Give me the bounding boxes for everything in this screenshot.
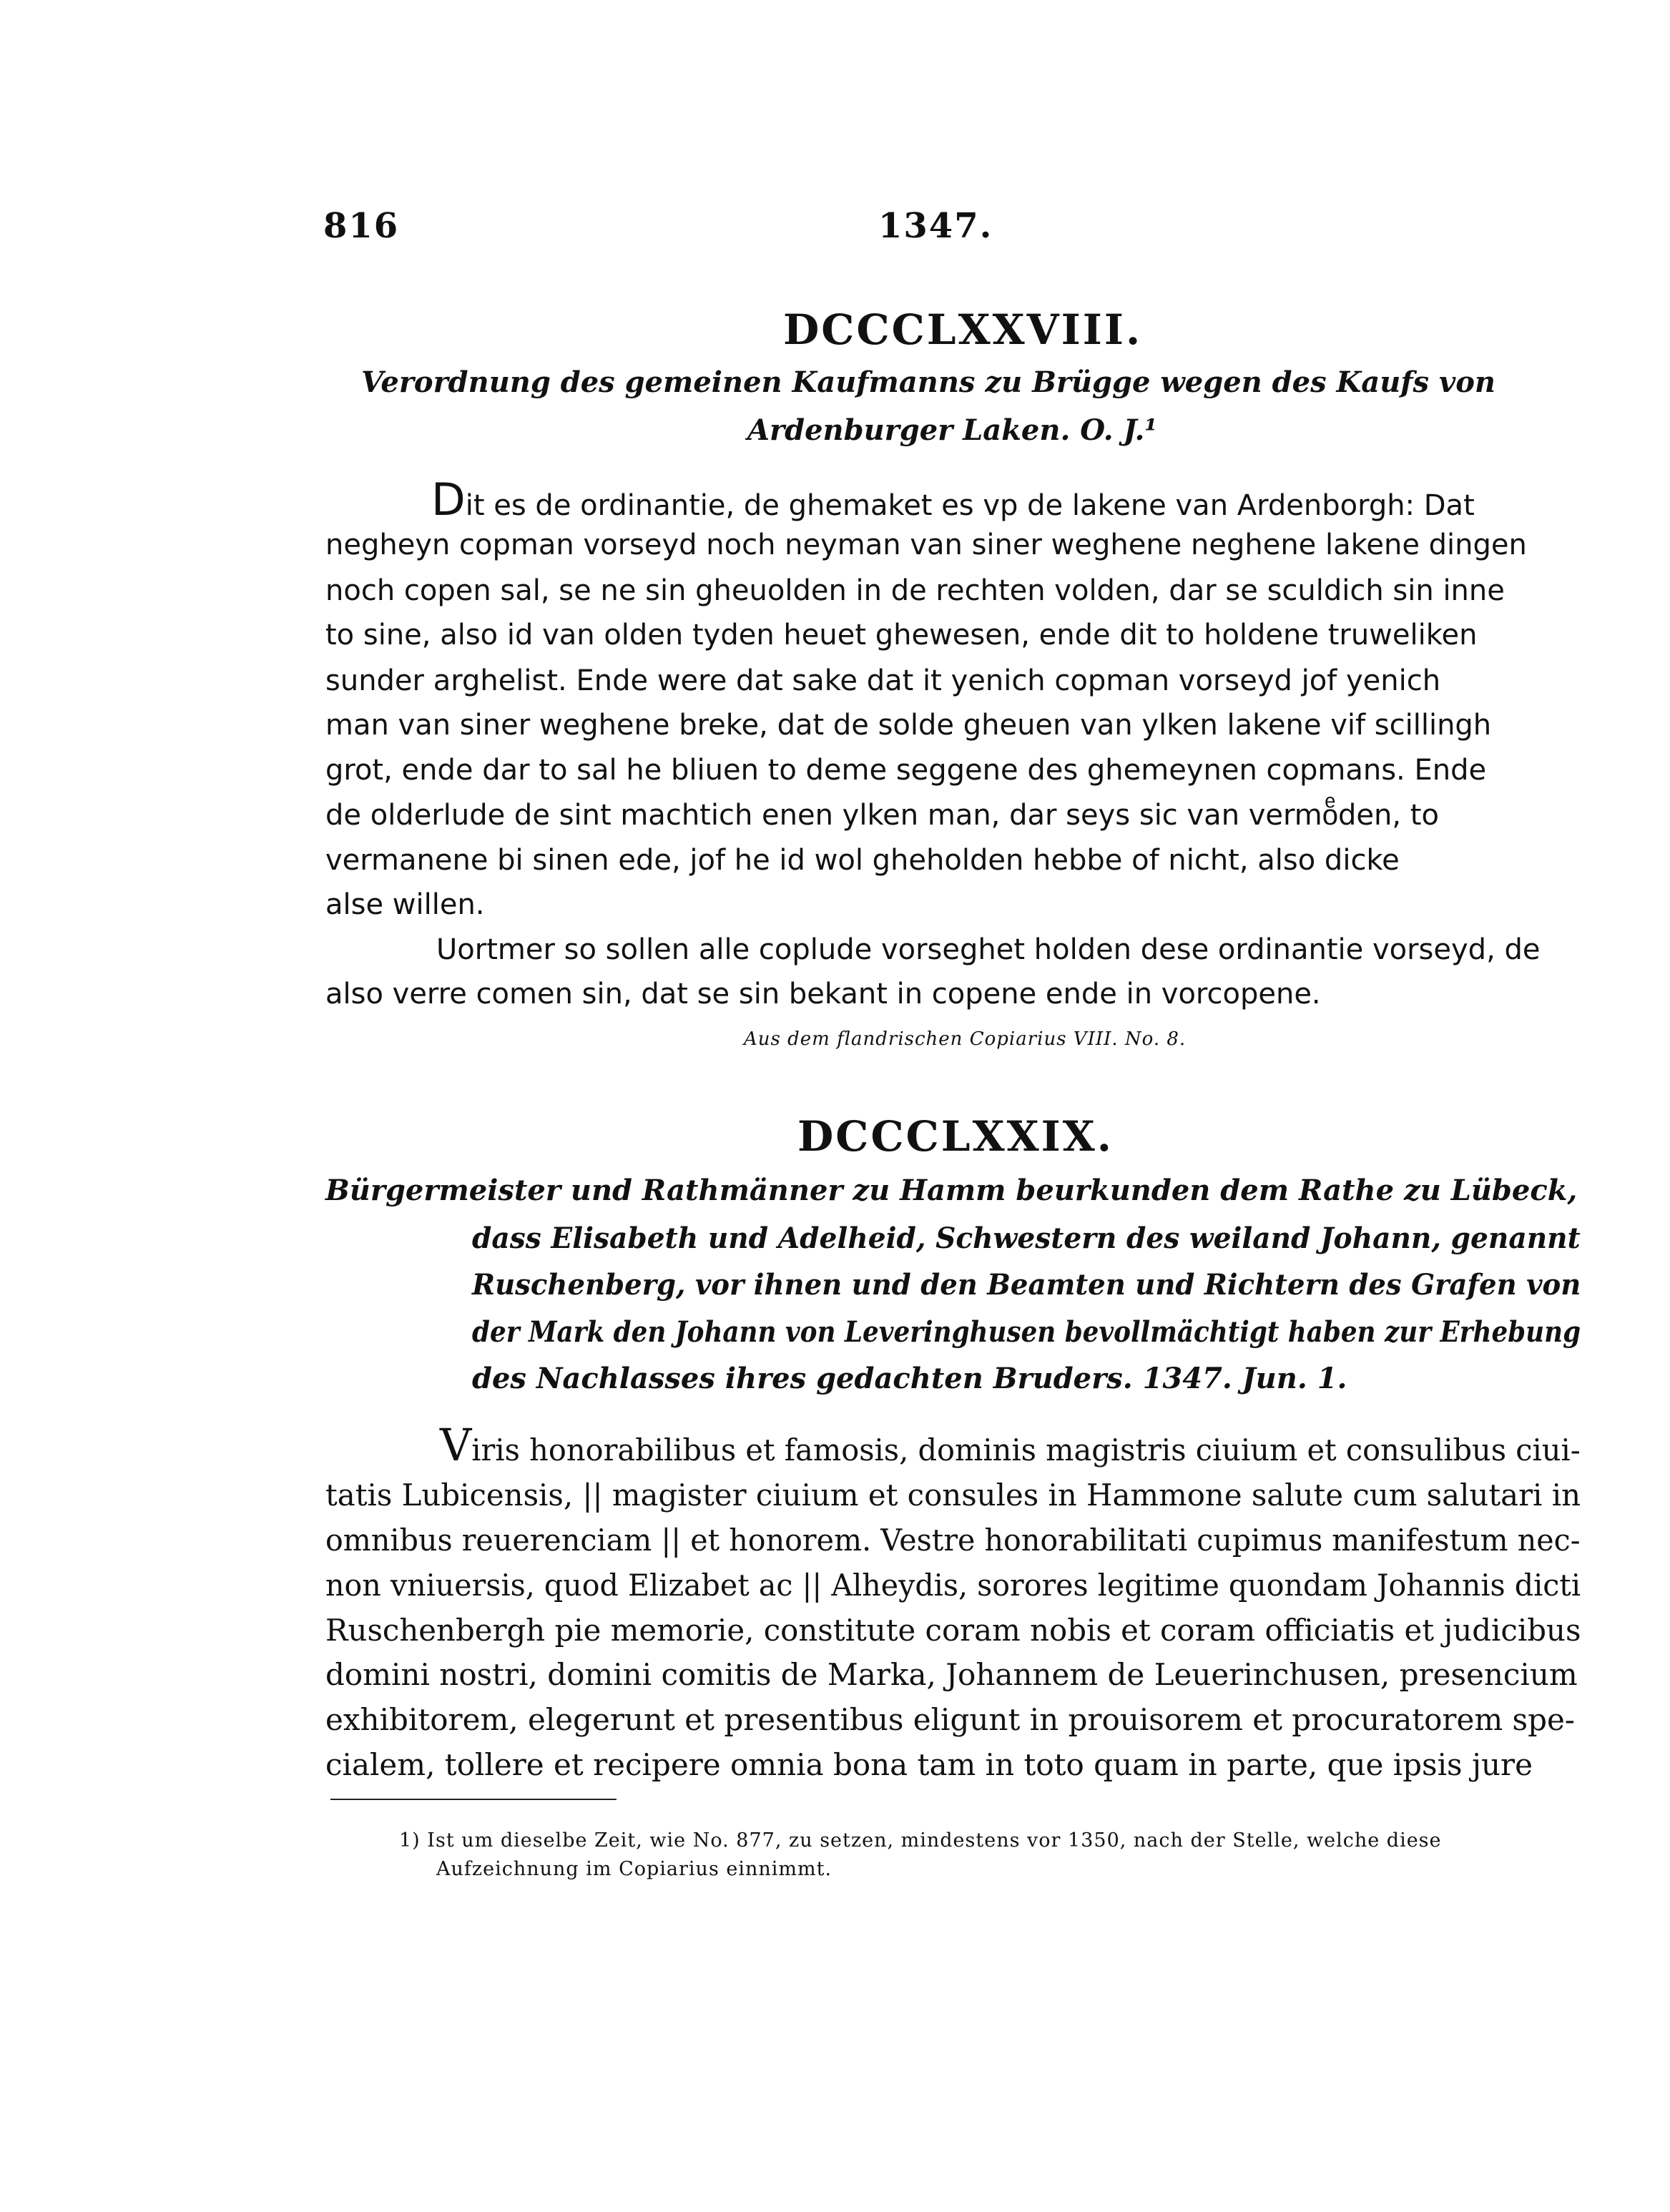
entry-878-body-line-9: vermanene bi sinen ede, jof he id wol gheholden hebbe of nicht, also dicke	[325, 844, 1400, 877]
entry-879-body-line-1: Viris honorabilibus et famosis, dominis magistris ciuium et consulibus ciui-	[440, 1419, 1581, 1471]
document-title-879-line-2: dass Elisabeth und Adelheid, Schwestern des weiland Johann, genannt	[472, 1221, 1581, 1255]
entry-878-body-line-8: de olderlude de sint machtich enen ylken man, dar seys sic van vermoͤden, to	[325, 799, 1439, 832]
dropcap-d: D	[431, 473, 466, 526]
document-title-879-line-4: der Mark den Johann von Leveringhusen bevollmächtigt haben zur Erhebung	[472, 1315, 1581, 1349]
document-number-879: DCCCLXXIX.	[797, 1112, 1114, 1161]
entry-879-body-line-2: tatis Lubicensis, || magister ciuium et consules in Hammone salute cum salutari in	[325, 1478, 1581, 1513]
entry-878-body-line-4: to sine, also id van olden tyden heuet ghewesen, ende dit to holdene truweliken	[325, 619, 1478, 652]
entry-878-body-line-12: also verre comen sin, dat se sin bekant in copene ende in vorcopene.	[325, 978, 1321, 1011]
page-number: 816	[323, 206, 400, 246]
dropcap-v: V	[440, 1419, 472, 1471]
entry-879-body-line-7: exhibitorem, elegerunt et presentibus eligunt in prouisorem et procuratorem spe-	[325, 1702, 1575, 1737]
entry-879-body-line-6: domini nostri, domini comitis de Marka, Johannem de Leuerinchusen, presencium	[325, 1657, 1578, 1692]
entry-878-body-line-1: Dit es de ordinantie, de ghemaket es vp de lakene van Ardenborgh: Dat	[431, 473, 1475, 526]
entry-879-body-line-8: cialem, tollere et recipere omnia bona tam in toto quam in parte, que ipsis jure	[325, 1747, 1533, 1782]
entry-879-body-line-4: non vniuersis, quod Elizabet ac || Alheydis, sorores legitime quondam Johannis dicti	[325, 1568, 1581, 1603]
entry-878-body-line-11: Uortmer so sollen alle coplude vorseghet holden dese ordinantie vorseyd, de	[436, 933, 1541, 966]
page-year: 1347.	[878, 206, 993, 246]
document-title-879-line-3: Ruschenberg, vor ihnen und den Beamten und Richtern des Grafen von	[472, 1268, 1581, 1302]
source-citation-878: Aus dem flandrischen Copiarius VIII. No. 8.	[744, 1028, 1187, 1050]
entry-878-body-line-10: alse willen.	[325, 888, 485, 921]
entry-878-body-line-2: negheyn copman vorseyd noch neyman van siner weghene neghene lakene dingen	[325, 529, 1527, 561]
entry-879-body-line-3: omnibus reuerenciam || et honorem. Vestre honorabilitati cupimus manifestum nec-	[325, 1523, 1581, 1558]
footnote-line-1: 1) Ist um dieselbe Zeit, wie No. 877, zu setzen, mindestens vor 1350, nach der Stelle, welche diese	[399, 1829, 1442, 1852]
entry-878-body-line-3: noch copen sal, se ne sin gheuolden in de rechten volden, dar se sculdich sin inne	[325, 574, 1505, 607]
document-title-878-line-2: Ardenburger Laken. O. J.¹	[747, 413, 1157, 447]
entry-878-body-line-7: grot, ende dar to sal he bliuen to deme seggene des ghemeynen copmans. Ende	[325, 754, 1487, 787]
entry-878-body-line-5: sunder arghelist. Ende were dat sake dat it yenich copman vorseyd jof yenich	[325, 664, 1441, 697]
entry-879-body-line-5: Ruschenbergh pie memorie, constitute coram nobis et coram officiatis et judicibus	[325, 1613, 1581, 1648]
document-number-878: DCCCLXXVIII.	[783, 305, 1143, 354]
entry-878-body-line-6: man van siner weghene breke, dat de solde gheuen van ylken lakene vif scillingh	[325, 709, 1492, 742]
footnote-line-2: Aufzeichnung im Copiarius einnimmt.	[436, 1858, 832, 1880]
document-title-879-line-5: des Nachlasses ihres gedachten Bruders. 1347. Jun. 1.	[472, 1362, 1347, 1395]
document-title-878-line-1: Verordnung des gemeinen Kaufmanns zu Brügge wegen des Kaufs von	[361, 365, 1495, 399]
document-title-879-line-1: Bürgermeister und Rathmänner zu Hamm beurkunden dem Rathe zu Lübeck,	[325, 1174, 1578, 1207]
footnote-rule	[330, 1799, 617, 1800]
